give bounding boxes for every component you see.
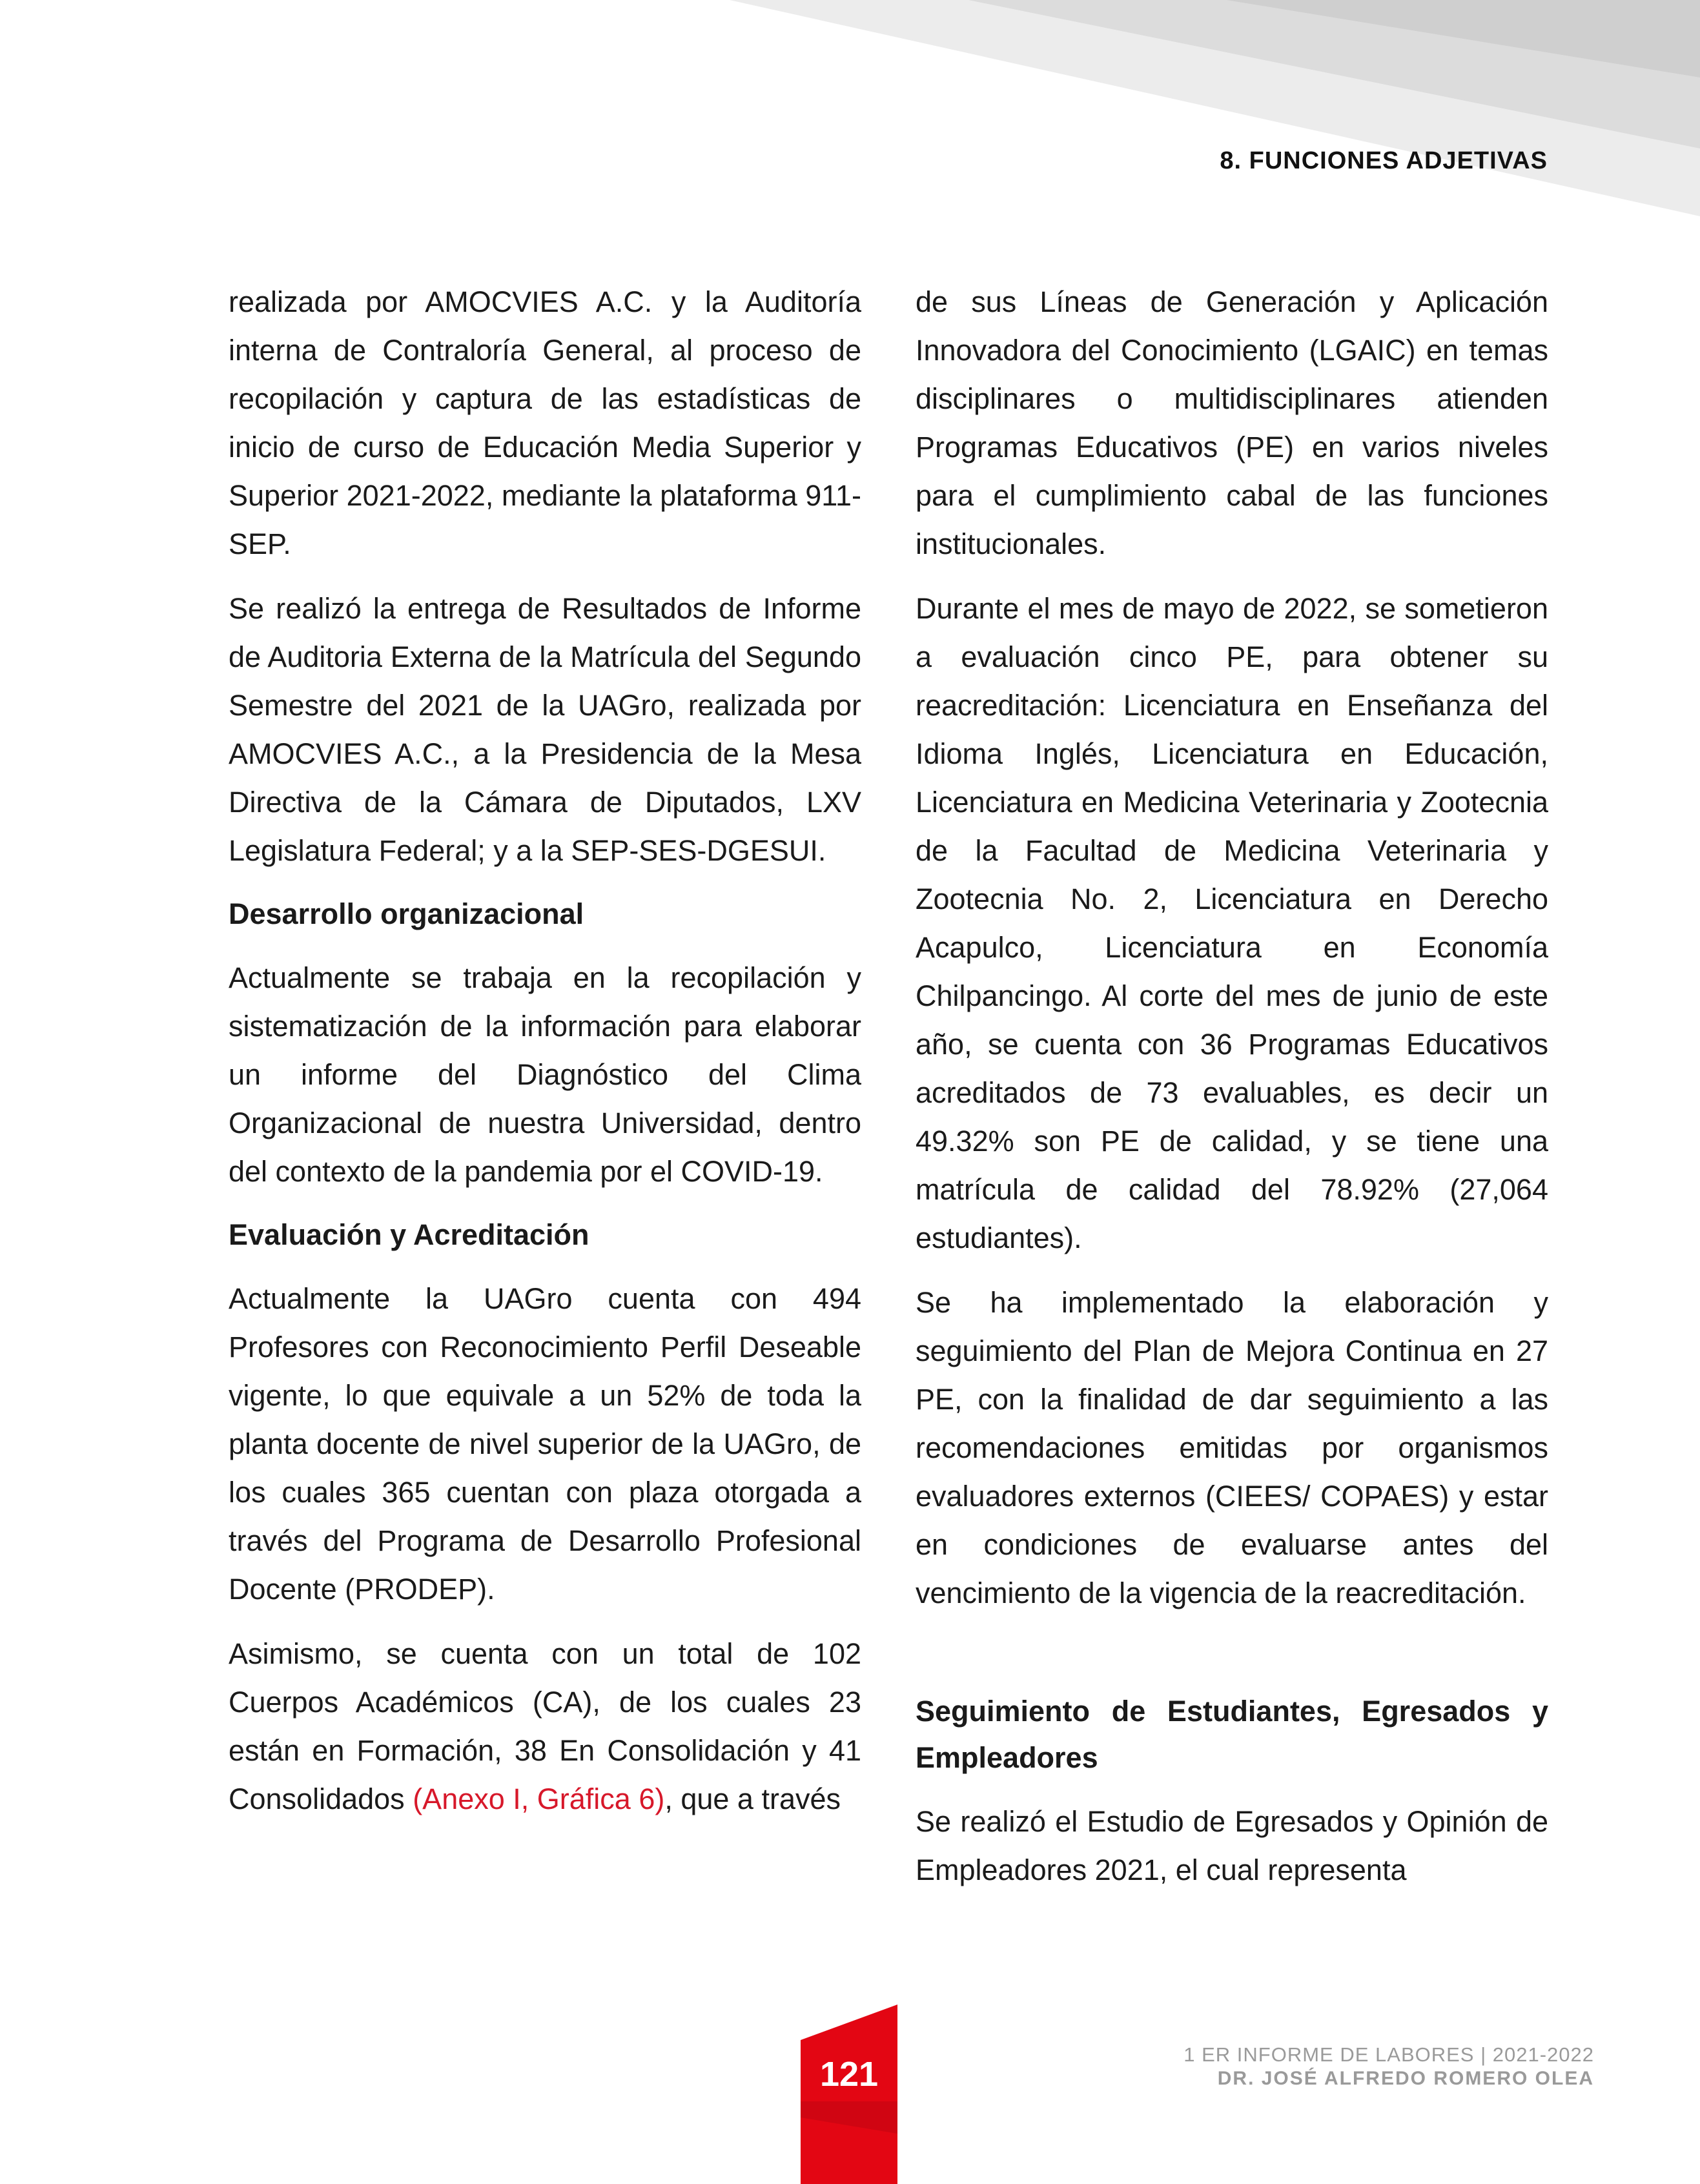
left-column: [229, 278, 861, 1839]
header-decoration: [0, 0, 1700, 232]
section-title: 8. FUNCIONES ADJETIVAS: [1220, 147, 1548, 174]
paragraph: de sus Líneas de Generación y Aplicación Innovadora del Conocimiento (LGAIC) en temas disciplinares o multidisciplinares atienden Programas Educativos (PE) en varios niveles para el cumplimiento cabal de las funciones institucionales.: [916, 285, 1548, 560]
paragraph: Se realizó el Estudio de Egresados y Opinión de Empleadores 2021, el cual representa: [916, 1805, 1548, 1886]
text-run: Asimismo, se cuenta con un total de 102 Cuerpos Académicos (CA), de los cuales 23 están en Formación, 38 En Consolidación y 41 Consolidados: [229, 1637, 861, 1815]
paragraph: realizada por AMOCVIES A.C. y la Auditoría interna de Contraloría General, al proceso de recopilación y captura de las estadísticas de inicio de curso de Educación Media Superior y Superior 2021-2022, mediante la plataforma 911-SEP.: [229, 285, 861, 560]
footer: [1183, 2043, 1594, 2090]
subheading-evaluacion: Evaluación y Acreditación: [229, 1218, 589, 1251]
text-run: , que a través: [664, 1782, 841, 1815]
annex-reference-link[interactable]: (Anexo I, Gráfica 6): [413, 1782, 665, 1815]
paragraph: Actualmente se trabaja en la recopilación y sistematización de la información para elaborar un informe del Diagnóstico del Clima Organizacional de nuestra Universidad, dentro del contexto de la pandemia por el COVID-19.: [229, 961, 861, 1188]
report-title: 1 ER INFORME DE LABORES | 2021-2022: [1183, 2043, 1594, 2066]
paragraph: Se realizó la entrega de Resultados de Informe de Auditoria Externa de la Matrícula del Segundo Semestre del 2021 de la UAGro, realizada por AMOCVIES A.C., a la Presidencia de la Mesa Directiva de la Cámara de Diputados, LXV Legislatura Federal; y a la SEP-SES-DGESUI.: [229, 592, 861, 867]
subheading-desarrollo: Desarrollo organizacional: [229, 897, 584, 930]
paragraph: Durante el mes de mayo de 2022, se sometieron a evaluación cinco PE, para obtener su reacreditación: Licenciatura en Enseñanza del Idioma Inglés, Licenciatura en Educación, Licenciatura en Medicina Veterinaria y Zootecnia de la Facultad de Medicina Veterinaria y Zootecnia No. 2, Licenciatura en Derecho Acapulco, Licenciatura en Economía Chilpancingo. Al corte del mes de junio de este año, se cuenta con 36 Programas Educativos acreditados de 73 evaluables, es decir un 49.32% son PE de calidad, y se tiene una matrícula de calidad del 78.92% (27,064 estudiantes).: [916, 592, 1548, 1254]
page-number: 121: [819, 2055, 879, 2094]
paragraph: [229, 1629, 861, 1823]
page-number-tab: [801, 2005, 897, 2184]
paragraph: Se ha implementado la elaboración y seguimiento del Plan de Mejora Continua en 27 PE, con la finalidad de dar seguimiento a las recomendaciones emitidas por organismos evaluadores externos (CIEES/ COPAES) y estar en condiciones de evaluarse antes del vencimiento de la vigencia de la reacreditación.: [916, 1286, 1548, 1609]
right-column: [916, 278, 1548, 1910]
author-name: DR. JOSÉ ALFREDO ROMERO OLEA: [1217, 2068, 1594, 2089]
subheading-seguimiento: Seguimiento de Estudiantes, Egresados y Empleadores: [916, 1695, 1548, 1774]
paragraph: Actualmente la UAGro cuenta con 494 Profesores con Reconocimiento Perfil Deseable vigente, lo que equivale a un 52% de toda la planta docente de nivel superior de la UAGro, de los cuales 365 cuentan con plaza otorgada a través del Programa de Desarrollo Profesional Docente (PRODEP).: [229, 1282, 861, 1606]
